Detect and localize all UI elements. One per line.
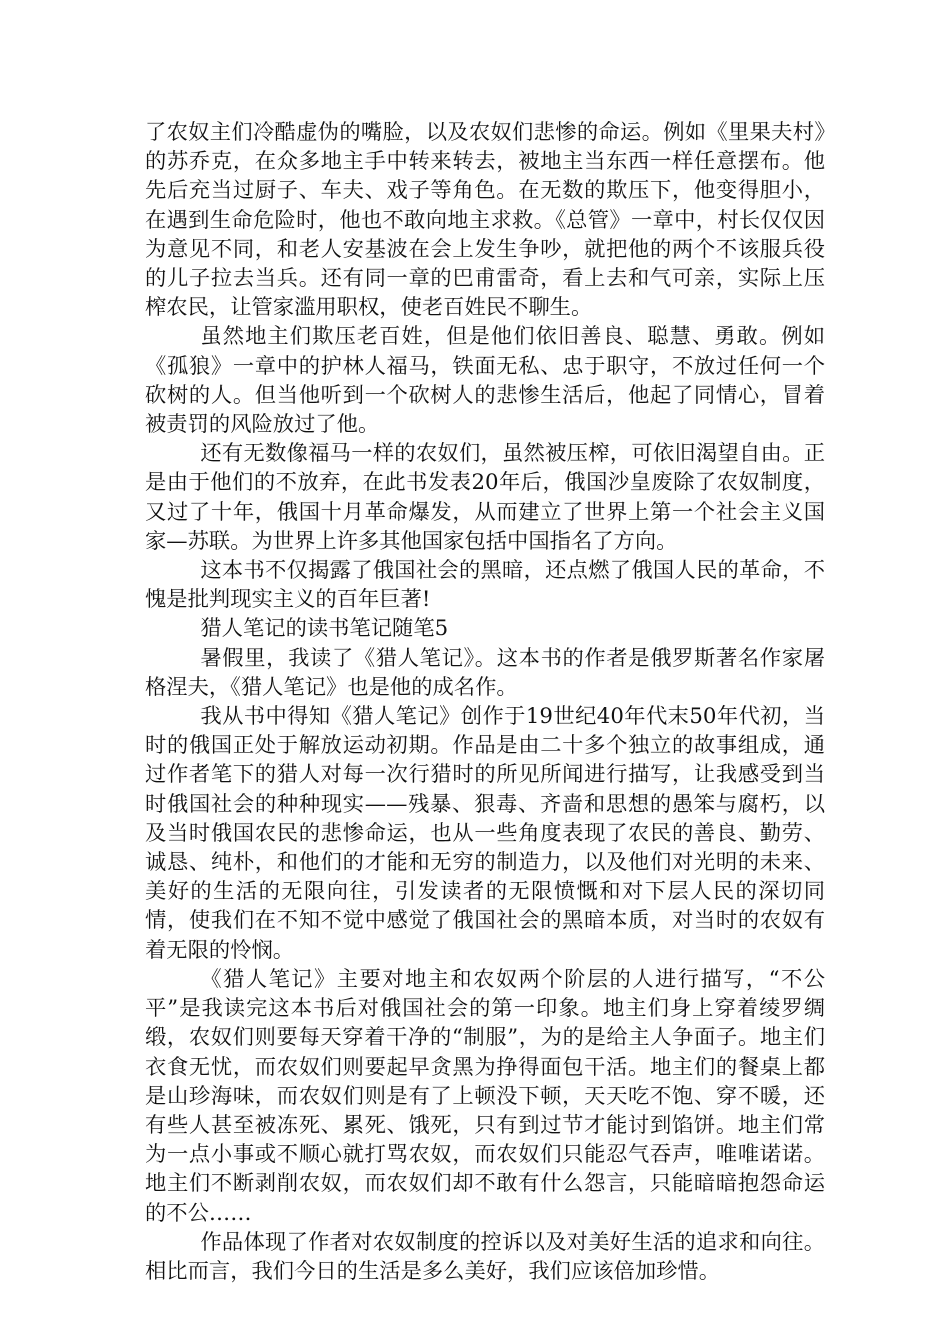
paragraph-summer-reading: 暑假里，我读了《猎人笔记》。这本书的作者是俄罗斯著名作家屠格涅夫，《猎人笔记》也是他的成名作。 <box>145 645 825 700</box>
paragraph-serfs-virtue: 虽然地主们欺压老百姓，但是他们依旧善良、聪慧、勇敢。例如《孤狼》一章中的护林人福马，铁面无私、忠于职守，不放过任何一个砍树的人。但当他听到一个砍树人的悲惨生活后，他起了同情心，冒着被责罚的风险放过了他。 <box>145 324 825 438</box>
paragraph-book-significance: 这本书不仅揭露了俄国社会的黑暗，还点燃了俄国人民的革命，不愧是批判现实主义的百年巨著! <box>145 558 825 613</box>
paragraph-serf-owners: 了农奴主们冷酷虚伪的嘴脸，以及农奴们悲惨的命运。例如《里果夫村》的苏乔克，在众多地主手中转来转去，被地主当东西一样任意摆布。他先后充当过厨子、车夫、戏子等角色。在无数的欺压下，他变得胆小，在遇到生命危险时，他也不敢向地主求救。《总管》一章中，村长仅仅因为意见不同，和老人安基波在会上发生争吵，就把他的两个不该服兵役的儿子拉去当兵。还有同一章的巴甫雷奇，看上去和气可亲，实际上压榨农民，让管家滥用职权，使老百姓民不聊生。 <box>145 120 825 321</box>
paragraph-book-background: 我从书中得知《猎人笔记》创作于19世纪40年代末50年代初，当时的俄国正处于解放运动初期。作品是由二十多个独立的故事组成，通过作者笔下的猎人对每一次行猎时的所见所闻进行描写，让我感受到当时俄国社会的种种现实——残暴、狠毒、齐啬和思想的愚笨与腐朽，以及当时俄国农民的悲惨命运，也从一些角度表现了农民的善良、勤劳、诚恳、纯朴，和他们的才能和无穷的制造力，以及他们对光明的未来、美好的生活的无限向往，引发读者的无限愤慨和对下层人民的深切同情，使我们在不知不觉中感觉了俄国社会的黑暗本质，对当时的农奴有着无限的怜悯。 <box>145 704 825 963</box>
paragraph-serfs-freedom: 还有无数像福马一样的农奴们，虽然被压榨，可依旧渴望自由。正是由于他们的不放弃，在此书发表20年后，俄国沙皇废除了农奴制度，又过了十年，俄国十月革命爆发，从而建立了世界上第一个社会主义国家—苏联。为世界上许多其他国家包括中国指名了方向。 <box>145 441 825 554</box>
section-title: 猎人笔记的读书笔记随笔5 <box>200 616 449 642</box>
paragraph-unfairness: 《猎人笔记》主要对地主和农奴两个阶层的人进行描写，“不公平”是我读完这本书后对俄国社会的第一印象。地主们身上穿着绫罗绸缎，农奴们则要每天穿着干净的“制服”，为的是给主人争面子。地主们衣食无忧，而农奴们则要起早贪黑为挣得面包干活。地主们的餐桌上都是山珍海味，而农奴们则是有了上顿没下顿，天天吃不饱、穿不暖，还有些人甚至被冻死、累死、饿死，只有到过节才能讨到馅饼。地主们常为一点小事或不顺心就打骂农奴，而农奴们只能忍气吞声，唯唯诺诺。地主们不断剥削农奴，而农奴们却不敢有什么怨言，只能暗暗抱怨命运的不公…… <box>145 966 825 1226</box>
paragraph-conclusion: 作品体现了作者对农奴制度的控诉以及对美好生活的追求和向往。相比而言，我们今日的生活是多么美好，我们应该倍加珍惜。 <box>145 1229 825 1284</box>
document-page <box>145 118 825 1286</box>
